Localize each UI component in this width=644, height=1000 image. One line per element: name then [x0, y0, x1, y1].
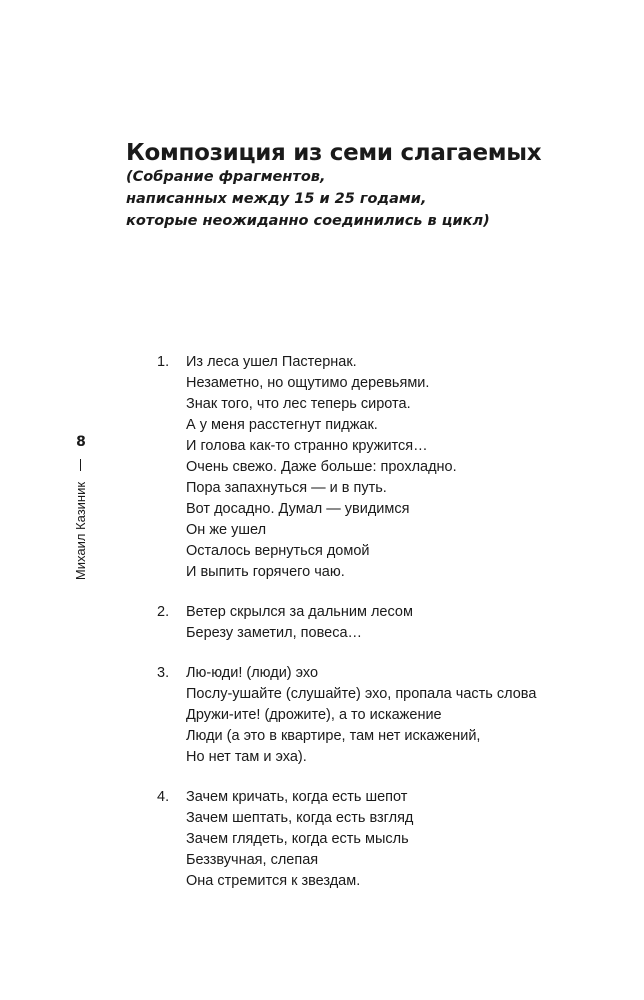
poem-line: Пора запахнуться — и в путь.	[186, 480, 387, 496]
sidebar-divider	[80, 459, 81, 471]
poem-line: Он же ушел	[186, 522, 267, 538]
poem-lines	[186, 787, 413, 892]
poem-line: Знак того, что лес теперь сирота.	[186, 396, 411, 412]
poem-line: Незаметно, но ощутимо деревьями.	[186, 375, 430, 391]
poem-line: Она стремится к звездам.	[186, 873, 361, 889]
subtitle-line: написанных между 15 и 25 годами,	[126, 191, 427, 207]
poem-line: И выпить горячего чаю.	[186, 564, 345, 580]
poem-number: 1.	[157, 354, 170, 370]
poem-line: Послу-ушайте (слушайте) эхо, пропала часть слова	[186, 686, 537, 702]
poem-line: Дружи-ите! (дрожите), а то искажение	[186, 707, 442, 723]
page-subtitle	[126, 166, 626, 232]
poem-line: Но нет там и эха).	[186, 749, 307, 765]
poem-line: И голова как-то странно кружится…	[186, 438, 428, 454]
poem-line: Ветер скрылся за дальним лесом	[186, 604, 413, 620]
poem-line: Зачем глядеть, когда есть мысль	[186, 831, 409, 847]
poem-line: А у меня расстегнут пиджак.	[186, 417, 378, 433]
poem-lines	[186, 352, 457, 583]
poem-line: Люди (а это в квартире, там нет искажений,	[186, 728, 481, 744]
poem-line: Зачем кричать, когда есть шепот	[186, 789, 408, 805]
running-author: Михаил Казиник	[73, 481, 88, 581]
poem-number: 2.	[157, 604, 170, 620]
poem-number: 3.	[157, 665, 170, 681]
poem-line: Из леса ушел Пастернак.	[186, 354, 357, 370]
poem-fragment-4	[126, 787, 596, 892]
page-title: Композиция из семи слагаемых	[126, 140, 542, 166]
poem-line: Осталось вернуться домой	[186, 543, 370, 559]
poem-line: Вот досадно. Думал — увидимся	[186, 501, 410, 517]
subtitle-line: (Собрание фрагментов,	[126, 169, 326, 185]
poem-line: Зачем шептать, когда есть взгляд	[186, 810, 414, 826]
poem-lines	[186, 602, 413, 644]
poem-number: 4.	[157, 789, 170, 805]
poem-line: Березу заметил, повеса…	[186, 625, 363, 641]
poem-line: Очень свежо. Даже больше: прохладно.	[186, 459, 457, 475]
poem-fragment-3	[126, 663, 596, 768]
page-number: 8	[76, 434, 86, 450]
poem-line: Беззвучная, слепая	[186, 852, 319, 868]
poem-fragment-1	[126, 352, 596, 583]
poem-line: Лю-юди! (люди) эхо	[186, 665, 319, 681]
poem-fragment-2	[126, 602, 596, 644]
poem-lines	[186, 663, 536, 768]
poem-list	[126, 352, 596, 911]
subtitle-line: которые неожиданно соединились в цикл)	[126, 213, 490, 229]
